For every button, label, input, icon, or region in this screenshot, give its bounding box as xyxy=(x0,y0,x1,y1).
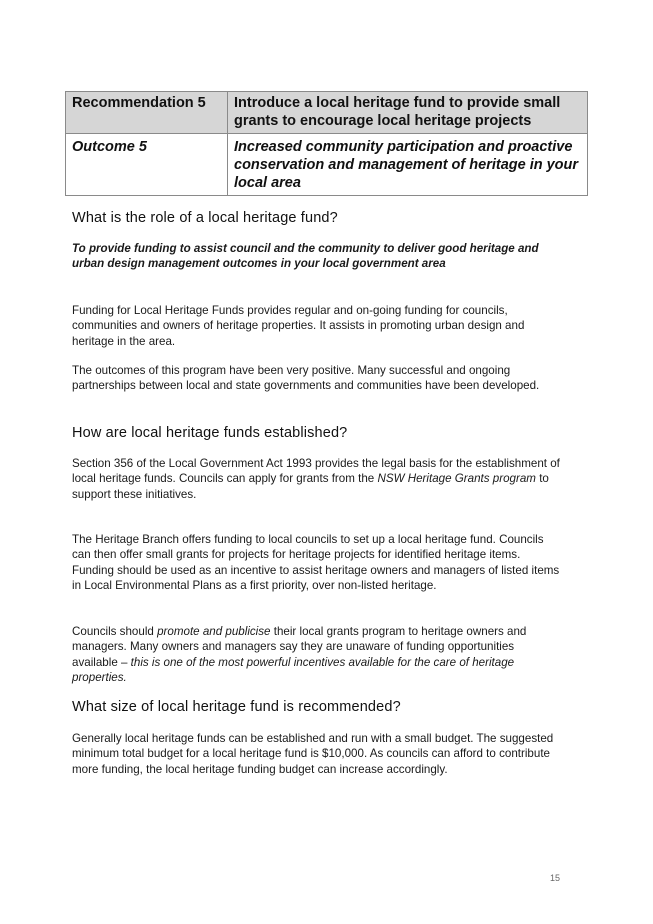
outcome-text: Increased community participation and proactive conservation and management of heritage in your local area xyxy=(228,134,588,196)
text-fragment: Councils should xyxy=(72,625,158,638)
emphasis-text: promote and publicise xyxy=(157,625,271,638)
outcome-label: Outcome 5 xyxy=(66,134,228,196)
text-fragment: to support these initiatives. xyxy=(72,472,549,501)
recommendation-table xyxy=(65,91,588,196)
paragraph-outcomes: The outcomes of this program have been very positive. Many successful and ongoing partnerships between local and state governments and communities have been developed. xyxy=(72,364,540,393)
section-lead: To provide funding to assist council and the community to deliver good heritage and urban design management outcomes in your local government area xyxy=(72,242,539,271)
paragraph-section-356 xyxy=(72,456,562,502)
section-heading-established: How are local heritage funds established? xyxy=(72,425,348,441)
section-heading-size: What size of local heritage fund is recommended? xyxy=(72,699,401,715)
recommendation-text: Introduce a local heritage fund to provide small grants to encourage local heritage projects xyxy=(228,92,588,134)
text-fragment: Section 356 of the Local Government Act 1993 provides the legal basis for the establishment of local heritage funds. Councils can apply for grants from the xyxy=(72,457,560,486)
paragraph-budget: Generally local heritage funds can be established and run with a small budget. The suggested minimum total budget for a local heritage fund is $10,000. As councils can afford to contribute more funding, the local heritage funding budget can increase accordingly. xyxy=(72,732,554,776)
outcome-row xyxy=(66,134,588,196)
paragraph-funding: Funding for Local Heritage Funds provides regular and on-going funding for councils, communities and owners of heritage properties. It assists in promoting urban design and heritage in the area. xyxy=(72,304,525,348)
page-number: 15 xyxy=(550,873,561,883)
text-fragment: their local grants program to heritage owners and managers. Many owners and managers say they are unaware of funding opportunities available – xyxy=(72,625,527,669)
recommendation-row xyxy=(66,92,588,134)
section-heading-role: What is the role of a local heritage fund? xyxy=(72,210,338,226)
emphasis-text: NSW Heritage Grants program xyxy=(377,472,536,486)
recommendation-label: Recommendation 5 xyxy=(66,92,228,134)
paragraph-promote xyxy=(72,624,562,686)
paragraph-heritage-branch: The Heritage Branch offers funding to local councils to set up a local heritage fund. Councils can then offer small grants for projects for heritage projects for identified heritage items. Funding should be used as an incentive to assist heritage owners and managers of listed items in Local Environmental Plans as a first priority, over non-listed heritage. xyxy=(72,533,560,593)
emphasis-text: this is one of the most powerful incentives available for the care of heritage properties. xyxy=(72,655,515,685)
